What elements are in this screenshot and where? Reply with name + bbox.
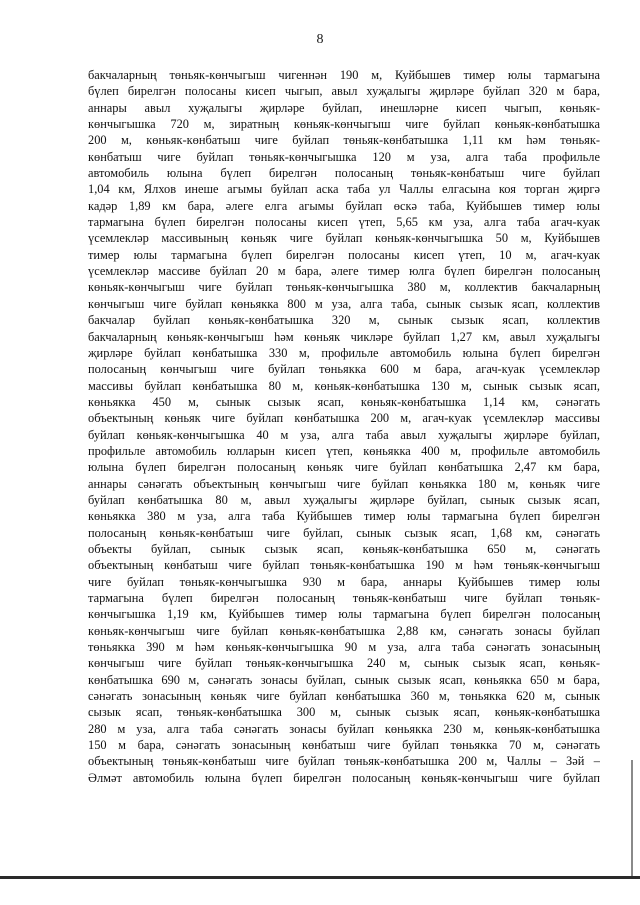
- text-line: көньяк-көнчыгыш чиге буйлап төньяк-көнчыгышка 380 м, коллектив бакчаларның: [88, 280, 600, 295]
- text-line: полосаның көнчыгыш чиге буйлап төньякка 600 м бара, агач-куак үсемлекләр: [88, 362, 600, 377]
- text-line: бүлеп бирелгән полосаны кисеп чыгып, авыл хуҗалыгы җирләре буйлап 320 м бара,: [88, 84, 600, 99]
- text-line: көнчыгышка 1,19 км, Куйбышев тимер юлы тармагына бүлеп бирелгән полосаның: [88, 607, 600, 622]
- scan-right-edge: [631, 760, 633, 876]
- document-body: [88, 67, 600, 786]
- text-line: сәнәгать зонасының көньяк чиге буйлап көнбатышка 360 м, төньякка 620 м, сынык: [88, 689, 600, 704]
- text-line: аннары сәнәгать объектының көнчыгыш чиге буйлап көньякка 180 м, көньяк чиге: [88, 476, 600, 491]
- text-line: бакчаларның көньяк-көнчыгыш һәм көньяк чикләре буйлап 1,27 км, авыл хуҗалыгы: [88, 329, 600, 344]
- text-line: полосаның көньяк-көнбатыш чиге буйлап, сынык сызык ясап, 1,68 км, сәнәгать: [88, 525, 600, 540]
- text-line: профильле автомобиль юлларын кисеп үтеп, көньякка 400 м, профильле автомобиль: [88, 443, 600, 458]
- text-line: 1,04 км, Ялхов инеше агымы буйлап аска таба ул Чаллы елгасына коя торган җиргә: [88, 182, 600, 197]
- text-line: объектының төньяк-көнбатыш чиге буйлап төньяк-көнбатышка 200 м, Чаллы – Зәй –: [88, 754, 600, 769]
- page-number: 8: [316, 32, 324, 47]
- text-line: буйлап көньяк-көнчыгышка 40 м уза, алга таба авыл хуҗалыгы җирләре буйлап,: [88, 427, 600, 442]
- text-line: объекты буйлап, сынык сызык ясап, көньяк-көнбатышка 650 м, сәнәгать: [88, 541, 600, 556]
- text-line: Әлмәт автомобиль юлына бүлеп бирелгән полосаның көньяк-көнчыгыш чиге буйлап: [88, 770, 600, 785]
- text-line: объектының көньяк чиге буйлап көнбатышка 200 м, агач-куак үсемлекләр массивы: [88, 411, 600, 426]
- text-line: тармагына бүлеп бирелгән полосаның төньяк-көнбатыш чиге буйлап төньяк-: [88, 591, 600, 605]
- text-line: көнбатышка 690 м, сәнәгать зонасы буйлап, сынык сызык ясап, көньякка 650 м бара,: [88, 672, 600, 687]
- text-line: үсемлекләр массивының көньяк чиге буйлап көньяк-көнчыгышка 50 м, Куйбышев: [88, 231, 600, 246]
- text-line: үсемлекләр массиве буйлап 20 м бара, әлеге тимер юлга бүлеп бирелгән полосаның: [88, 264, 600, 279]
- text-line: тимер юлы тармагына бүлеп бирелгән полосаны кисеп үтеп, 10 м, агач-куак: [88, 247, 600, 262]
- text-line: массивы буйлап көнбатышка 80 м, көньяк-көнбатышка 130 м, сынык сызык ясап,: [88, 378, 600, 393]
- text-line: төньякка 390 м һәм көньяк-көнчыгышка 90 м уза, алга таба сәнәгать зонасының: [88, 640, 600, 655]
- text-line: буйлап көнбатышка 80 м, авыл хуҗалыгы җирләре буйлап, сынык сызык ясап,: [88, 492, 600, 507]
- text-line: кадәр 1,89 км бара, әлеге елга агымы буйлап өскә таба, Куйбышев тимер юлы: [88, 198, 600, 213]
- text-line: көнчыгыш чиге буйлап көньякка 800 м уза, алга таба, сынык сызык ясап, коллектив: [88, 296, 600, 311]
- text-line: бакчаларның төньяк-көнчыгыш чигеннән 190 м, Куйбышев тимер юлы тармагына: [88, 68, 600, 82]
- text-line: көньяк-көнчыгыш чиге буйлап көньяк-көнбатышка 2,88 км, сәнәгать зонасы буйлап: [88, 623, 600, 638]
- text-line: автомобиль юлына бүлеп бирелгән полосаның төньяк-көнбатыш чиге буйлап: [88, 166, 600, 181]
- text-line: көньякка 380 м уза, алга таба Куйбышев тимер юлы тармагына бүлеп бирелгән: [88, 509, 600, 524]
- text-line: бакчалар буйлап көньяк-көнбатышка 320 м, сынык сызык ясап, коллектив: [88, 313, 600, 328]
- text-line: объектының көнбатыш чиге буйлап төньяк-көнбатышка 190 м һәм төньяк-көнчыгыш: [88, 558, 600, 573]
- text-line: көнчыгышка 720 м, зиратның көньяк-көнчыгыш чиге буйлап көньяк-көнбатышка: [88, 117, 600, 132]
- text-line: 150 м бара, сәнәгать зонасының көнбатыш чиге буйлап төньякка 70 м, сәнәгать: [88, 738, 600, 753]
- text-line: 200 м, көньяк-көнбатыш чиге буйлап төньяк-көнбатышка 1,11 км һәм төньяк-: [88, 133, 600, 148]
- text-line: көнчыгыш чиге буйлап төньяк-көнчыгышка 240 м, сынык сызык ясап, көньяк-: [88, 656, 600, 671]
- text-line: аннары авыл хуҗалыгы җирләре буйлап, инешләрне кисеп чыгып, көньяк-: [88, 100, 600, 115]
- text-line: чиге буйлап төньяк-көнчыгышка 930 м бара, аннары Куйбышев тимер юлы: [88, 574, 600, 589]
- text-line: көнбатыш чиге буйлап төньяк-көнчыгышка 120 м уза, алга таба профильле: [88, 149, 600, 164]
- text-line: юлына бүлеп бирелгән полосаның көньяк чиге буйлап көнбатышка 2,47 км бара,: [88, 460, 600, 475]
- text-line: тармагына бүлеп бирелгән полосаны кисеп үтеп, 5,65 км уза, алга таба агач-куак: [88, 215, 600, 230]
- text-line: көньякка 450 м, сынык сызык ясап, көньяк-көнбатышка 1,14 км, сәнәгать: [88, 394, 600, 409]
- text-line: җирләре буйлап көнбатышка 330 м, профильле автомобиль юлына бүлеп бирелгән: [88, 345, 600, 360]
- scan-bottom-edge: [0, 876, 640, 879]
- text-line: 280 м уза, алга таба сәнәгать зонасы буйлап көньякка 230 м, көньяк-көнбатышка: [88, 721, 600, 736]
- text-line: сызык ясап, төньяк-көнбатышка 300 м, сынык сызык ясап, көньяк-көнбатышка: [88, 705, 600, 720]
